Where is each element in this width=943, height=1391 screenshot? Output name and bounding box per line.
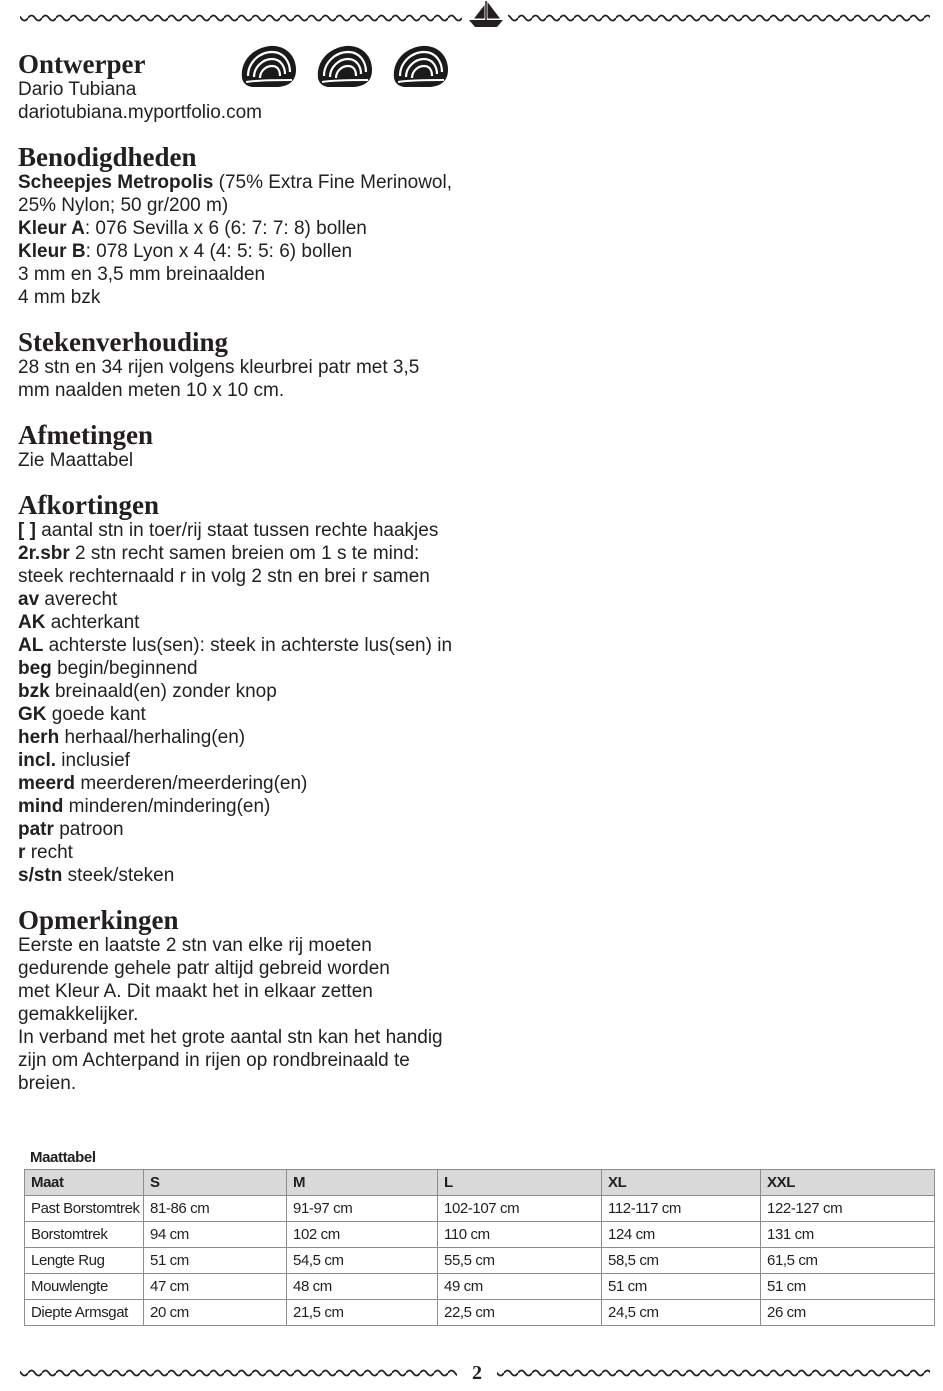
abbreviation-term: beg [18, 658, 52, 679]
materials-line [18, 217, 452, 240]
table-row [25, 1196, 935, 1222]
yarn-composition: (75% Extra Fine Merinowol, [213, 172, 452, 193]
table-header-row [25, 1170, 935, 1196]
abbreviation-term: GK [18, 704, 47, 725]
abbreviations-heading: Afkortingen [18, 490, 159, 520]
table-cell: 131 cm [761, 1222, 935, 1248]
sailboat-icon [466, 0, 506, 30]
abbreviation-definition: steek/steken [67, 865, 175, 886]
notes-heading: Opmerkingen [18, 905, 179, 935]
abbreviation-term: r [18, 842, 26, 863]
designer-name: Dario Tubiana [18, 79, 137, 100]
notes-line: In verband met het grote aantal stn kan het handig [18, 1027, 443, 1048]
table-cell: 61,5 cm [761, 1248, 935, 1274]
abbreviation-term: patr [18, 819, 54, 840]
table-cell: 91-97 cm [287, 1196, 438, 1222]
table-row [25, 1222, 935, 1248]
materials-line [18, 171, 452, 194]
size-table [24, 1169, 935, 1326]
dimensions-heading: Afmetingen [18, 420, 153, 450]
abbreviation-term: bzk [18, 681, 50, 702]
abbreviation-item [18, 542, 452, 565]
table-cell: 24,5 cm [602, 1300, 761, 1326]
abbreviation-term: [ ] [18, 520, 36, 541]
table-header-cell: L [438, 1170, 602, 1196]
abbreviation-definition: recht [30, 842, 73, 863]
color-a-value: : 076 Sevilla x 6 (6: 7: 7: 8) bollen [84, 218, 367, 239]
abbreviation-definition: patroon [59, 819, 124, 840]
table-cell: 48 cm [287, 1274, 438, 1300]
table-cell: 58,5 cm [602, 1248, 761, 1274]
abbreviation-definition-continued: steek rechternaald r in volg 2 stn en brei r samen [18, 566, 430, 587]
abbreviation-item [18, 726, 452, 749]
table-cell: 51 cm [144, 1248, 287, 1274]
yarn-name: Scheepjes Metropolis [18, 172, 214, 193]
abbreviation-item [18, 795, 452, 818]
color-b-label: Kleur B [18, 241, 86, 262]
pattern-info [18, 50, 452, 1095]
abbreviation-item [18, 588, 452, 611]
abbreviation-definition: achterste lus(sen): steek in achterste lus(sen) in [48, 635, 453, 656]
table-header-cell: XL [602, 1170, 761, 1196]
abbreviation-item [18, 634, 452, 657]
table-header-cell: M [287, 1170, 438, 1196]
table-cell: 122-127 cm [761, 1196, 935, 1222]
materials-line: 4 mm bzk [18, 287, 101, 308]
table-cell: 102-107 cm [438, 1196, 602, 1222]
table-cell: 54,5 cm [287, 1248, 438, 1274]
notes-line: gedurende gehele patr altijd gebreid worden [18, 958, 390, 979]
gauge-line: 28 stn en 34 rijen volgens kleurbrei patr met 3,5 [18, 357, 420, 378]
table-cell: 22,5 cm [438, 1300, 602, 1326]
materials-line [18, 240, 452, 263]
table-cell: 26 cm [761, 1300, 935, 1326]
gauge-heading: Stekenverhouding [18, 327, 229, 357]
designer-website: dariotubiana.myportfolio.com [18, 102, 262, 123]
table-cell: Lengte Rug [25, 1248, 144, 1274]
color-b-value: : 078 Lyon x 4 (4: 5: 5: 6) bollen [85, 241, 353, 262]
notes-line: gemakkelijker. [18, 1004, 139, 1025]
dimensions-text: Zie Maattabel [18, 450, 134, 471]
abbreviation-definition: breinaald(en) zonder knop [54, 681, 277, 702]
table-header-cell: XXL [761, 1170, 935, 1196]
table-header-cell: S [144, 1170, 287, 1196]
gauge-line: mm naalden meten 10 x 10 cm. [18, 380, 285, 401]
abbreviation-term: av [18, 589, 40, 610]
table-cell: 51 cm [602, 1274, 761, 1300]
abbreviation-definition: aantal stn in toer/rij staat tussen rechte haakjes [41, 520, 439, 541]
abbreviation-item [18, 749, 452, 772]
abbreviation-item [18, 818, 452, 841]
abbreviation-definition: meerderen/meerdering(en) [80, 773, 308, 794]
table-cell: 102 cm [287, 1222, 438, 1248]
table-cell: 94 cm [144, 1222, 287, 1248]
table-row [25, 1248, 935, 1274]
abbreviation-definition: 2 stn recht samen breien om 1 s te mind: [75, 543, 420, 564]
abbreviation-definition: averecht [44, 589, 118, 610]
abbreviation-item [18, 680, 452, 703]
color-a-label: Kleur A [18, 218, 85, 239]
abbreviation-term: AK [18, 612, 46, 633]
notes-line: met Kleur A. Dit maakt het in elkaar zetten [18, 981, 373, 1002]
notes-line: zijn om Achterpand in rijen op rondbreinaald te [18, 1050, 410, 1071]
table-cell: 20 cm [144, 1300, 287, 1326]
abbreviation-term: incl. [18, 750, 57, 771]
table-header-cell: Maat [25, 1170, 144, 1196]
table-cell: Mouwlengte [25, 1274, 144, 1300]
abbreviation-term: meerd [18, 773, 76, 794]
table-cell: 124 cm [602, 1222, 761, 1248]
table-cell: Past Borstomtrek [25, 1196, 144, 1222]
abbreviation-item [18, 611, 452, 634]
size-table-caption: Maattabel [30, 1149, 96, 1166]
abbreviation-term: herh [18, 727, 60, 748]
abbreviation-term: AL [18, 635, 44, 656]
abbreviation-term: mind [18, 796, 64, 817]
abbreviation-item [18, 772, 452, 795]
page-number: 2 [472, 1362, 482, 1384]
table-cell: 81-86 cm [144, 1196, 287, 1222]
size-table-section [24, 1147, 935, 1326]
table-cell: 55,5 cm [438, 1248, 602, 1274]
materials-line: 25% Nylon; 50 gr/200 m) [18, 195, 229, 216]
abbreviation-definition: minderen/mindering(en) [68, 796, 271, 817]
materials-heading: Benodigdheden [18, 142, 197, 172]
materials-line: 3 mm en 3,5 mm breinaalden [18, 264, 266, 285]
table-row [25, 1300, 935, 1326]
abbreviation-item [18, 657, 452, 680]
designer-heading: Ontwerper [18, 49, 146, 79]
abbreviation-definition: achterkant [50, 612, 140, 633]
abbreviation-definition: begin/beginnend [57, 658, 198, 679]
abbreviation-definition: inclusief [61, 750, 130, 771]
notes-line: breien. [18, 1073, 77, 1094]
abbreviation-item [18, 519, 452, 542]
table-cell: 110 cm [438, 1222, 602, 1248]
table-cell: Diepte Armsgat [25, 1300, 144, 1326]
table-cell: 112-117 cm [602, 1196, 761, 1222]
abbreviation-item [18, 841, 452, 864]
table-cell: 47 cm [144, 1274, 287, 1300]
abbreviation-term: s/stn [18, 865, 63, 886]
table-cell: Borstomtrek [25, 1222, 144, 1248]
table-cell: 51 cm [761, 1274, 935, 1300]
abbreviation-definition: herhaal/herhaling(en) [64, 727, 246, 748]
table-cell: 21,5 cm [287, 1300, 438, 1326]
abbreviation-item [18, 864, 452, 887]
abbreviation-item [18, 703, 452, 726]
notes-line: Eerste en laatste 2 stn van elke rij moeten [18, 935, 372, 956]
table-row [25, 1274, 935, 1300]
abbreviation-definition: goede kant [51, 704, 146, 725]
table-cell: 49 cm [438, 1274, 602, 1300]
abbreviation-term: 2r.sbr [18, 543, 70, 564]
